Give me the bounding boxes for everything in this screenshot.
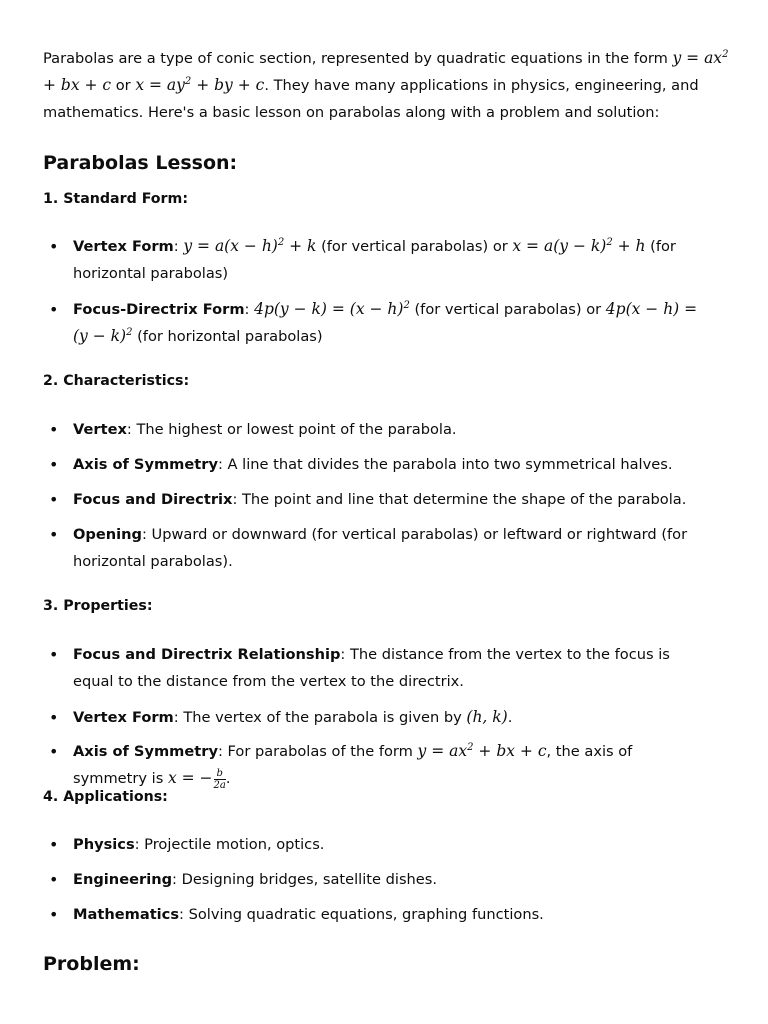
intro-paragraph: Parabolas are a type of conic section, represented by quadratic equations in the form $y = ax^2$ + bx + c or $x = ay^2$ + by + c. They have many applications in physics, engineering, and mathematics. Here's a basic lesson on parabolas along with a problem and solution: (43, 48, 729, 121)
vertex-coordinates: (h, k) (466, 708, 508, 726)
list-item: • Mathematics: Solving quadratic equations, graphing functions. (73, 901, 708, 928)
fraction: $\frac{b}{2a}$ (213, 767, 226, 791)
list-item: • Vertex Form: The vertex of the parabola is given by (h, k). (73, 704, 708, 731)
list-item: • Vertex: The highest or lowest point of the parabola. (73, 416, 708, 443)
problem-heading: Problem: (43, 953, 140, 975)
list-item: • Axis of Symmetry: For parabolas of the form $y = ax^2$ + bx + c, the axis of symmetry is x = − $\frac{b}{2a}$ . (73, 738, 708, 792)
list-item: • Focus and Directrix Relationship: The distance from the vertex to the focus is equal to the distance from the vertex to the directrix. (73, 641, 708, 695)
list-item: • Focus and Directrix: The point and line that determine the shape of the parabola. (73, 486, 708, 513)
section-heading-characteristics: 2. Characteristics: (43, 373, 190, 389)
equation-horizontal-general: $x = ay^2$ + by + c (135, 75, 265, 94)
list-item: • Opening: Upward or downward (for vertical parabolas) or leftward or rightward (for horizontal parabolas). (73, 521, 708, 575)
lesson-heading: Parabolas Lesson: (43, 152, 238, 174)
axis-of-symmetry-form-equation: $y = ax^2$ + bx + c (417, 741, 547, 760)
axis-of-symmetry-equation: x = − $\frac{b}{2a}$ (167, 767, 226, 791)
focus-directrix-vertical-equation: $4p(y - k) = (x - h)^2$ (254, 299, 410, 318)
list-item: • Physics: Projectile motion, optics. (73, 831, 708, 858)
list-item: • Focus-Directrix Form: $4p(y - k) = (x - h)^2$ (for vertical parabolas) or $4p(x - h) = (y - k)^2$ (for horizontal parabolas) (73, 296, 708, 350)
section-heading-properties: 3. Properties: (43, 598, 153, 614)
vertex-form-vertical-equation: $y = a(x - h)^2 + k$ (183, 236, 317, 255)
section-heading-standard-form: 1. Standard Form: (43, 191, 189, 207)
list-item: • Vertex Form: $y = a(x - h)^2 + k$ (for vertical parabolas) or $x = a(y - k)^2 + h$ (for horizontal parabolas) (73, 233, 708, 287)
list-item: • Engineering: Designing bridges, satellite dishes. (73, 866, 708, 893)
list-item: • Axis of Symmetry: A line that divides the parabola into two symmetrical halves. (73, 451, 708, 478)
vertex-form-horizontal-equation: $x = a(y - k)^2 + h$ (512, 236, 646, 255)
equation-vertical-general: $y = ax^2$ + bx + c (43, 48, 729, 94)
section-heading-applications: 4. Applications: (43, 789, 168, 805)
focus-directrix-horizontal-equation: $4p(x - h) = (y - k)^2$ (73, 300, 698, 345)
